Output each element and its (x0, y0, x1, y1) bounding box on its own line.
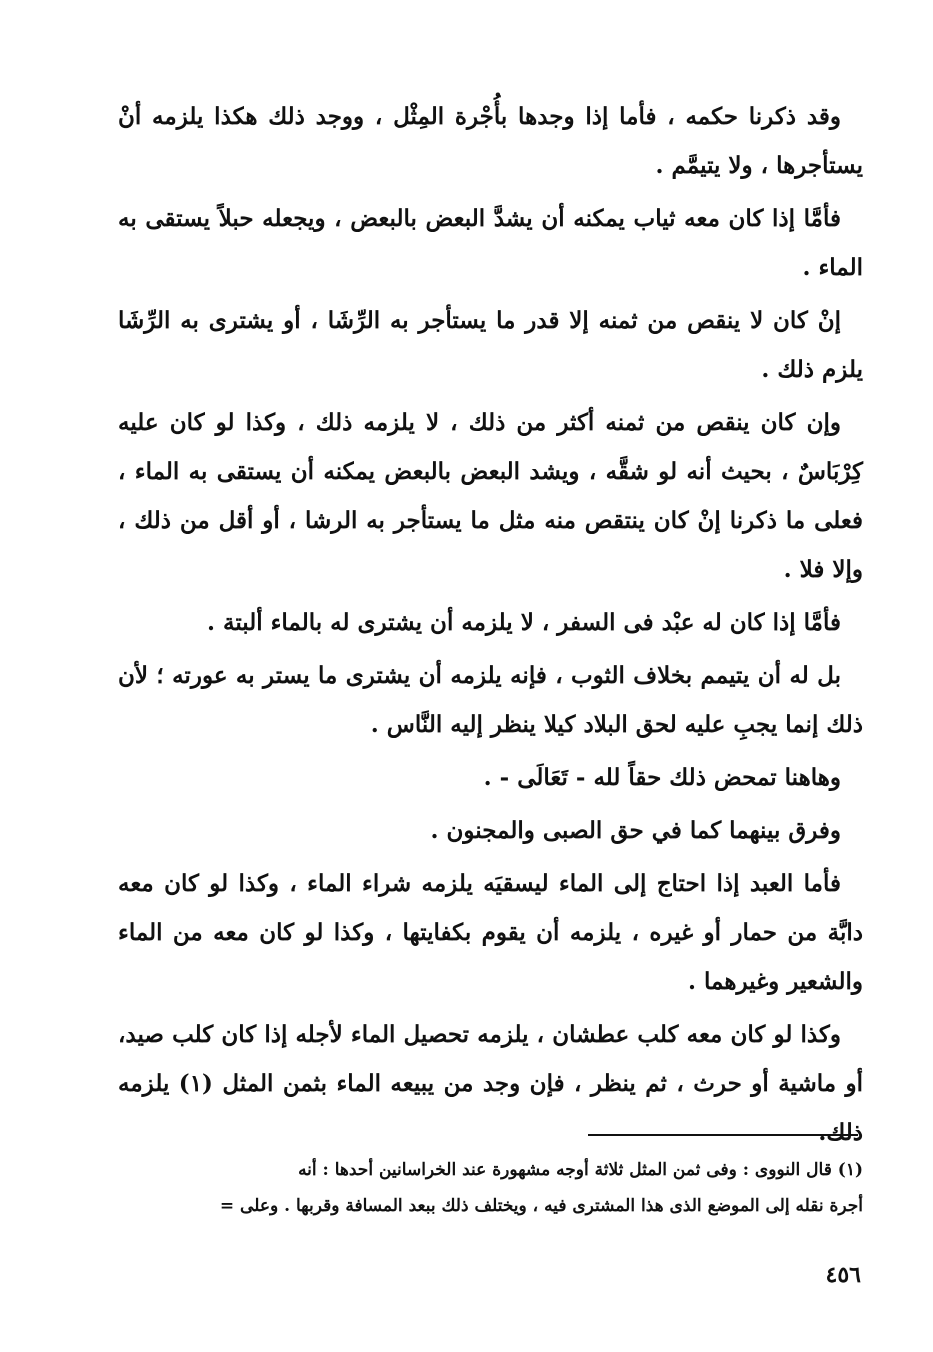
paragraph-4: وإن كان ينقص من ثمنه أكثر من ذلك ، لا يلزمه ذلك ، وكذا لو كان عليه كِرْبَاسٌ ، بحيث أنه لو شقَّه ، ويشد البعض بالبعض يمكنه أن يستقى به الماء ، فعلى ما ذكرنا إنْ كان ينتقص منه مثل ما يستأجر به الرشا ، أو أقل من ذلك ، وإلا فلا . (118, 409, 863, 583)
paragraph-10: وكذا لو كان معه كلب عطشان ، يلزمه تحصيل الماء لأجله إذا كان كلب صيد، أو ماشية أو حرث ، ثم ينظر ، فإن وجد من يبيعه الماء بثمن المثل (١) يلزمه ذلك. (118, 1021, 863, 1146)
footnote-line-2: أجرة نقله إلى الموضع الذى هذا المشترى فيه ، ويختلف ذلك ببعد المسافة وقربها . وعلى = (219, 1196, 863, 1216)
paragraph-9: فأما العبد إذا احتاج إلى الماء ليسقيَه يلزمه شراء الماء ، وكذا لو كان معه دابَّة من حمار أو غيره ، يلزمه أن يقوم بكفايتها ، وكذا لو كان معه من الماء والشعير وغيرهما . (118, 870, 863, 995)
paragraph-8: وفرق بينهما كما في حق الصبى والمجنون . (430, 817, 841, 844)
paragraph-2: فأمَّا إذا كان معه ثياب يمكنه أن يشدَّ البعض بالبعض ، ويجعله حبلاً يستقى به الماء . (118, 205, 863, 281)
paragraph-7: وهاهنا تمحض ذلك حقاً لله - تَعَالَى - . (483, 764, 841, 791)
paragraph-1: وقد ذكرنا حكمه ، فأما إذا وجدها بأُجْرة المِثْل ، ووجد ذلك هكذا يلزمه أنْ يستأجرها ، ولا يتيمَّم . (118, 103, 863, 179)
footnote-divider (588, 1134, 858, 1136)
paragraph-6: بل له أن يتيمم بخلاف الثوب ، فإنه يلزمه أن يشترى ما يستر به عورته ؛ لأن ذلك إنما يجبِ عليه لحق البلاد كيلا ينظر إليه النَّاس . (118, 662, 863, 738)
paragraph-5: فأمَّا إذا كان له عبْد فى السفر ، لا يلزمه أن يشترى له بالماء ألبتة . (206, 609, 841, 636)
main-text-column (118, 92, 863, 1161)
page-number: ٤٥٦ (825, 1262, 861, 1288)
footnote-line-1: (١) قال النووى : وفى ثمن المثل ثلاثة أوجه مشهورة عند الخراسانين أحدها : أنه (298, 1160, 863, 1180)
paragraph-3: إنْ كان لا ينقص من ثمنه إلا قدر ما يستأجر به الرِّشَا ، أو يشترى به الرِّشَا يلزم ذلك . (118, 307, 863, 383)
footnotes (118, 1152, 863, 1224)
